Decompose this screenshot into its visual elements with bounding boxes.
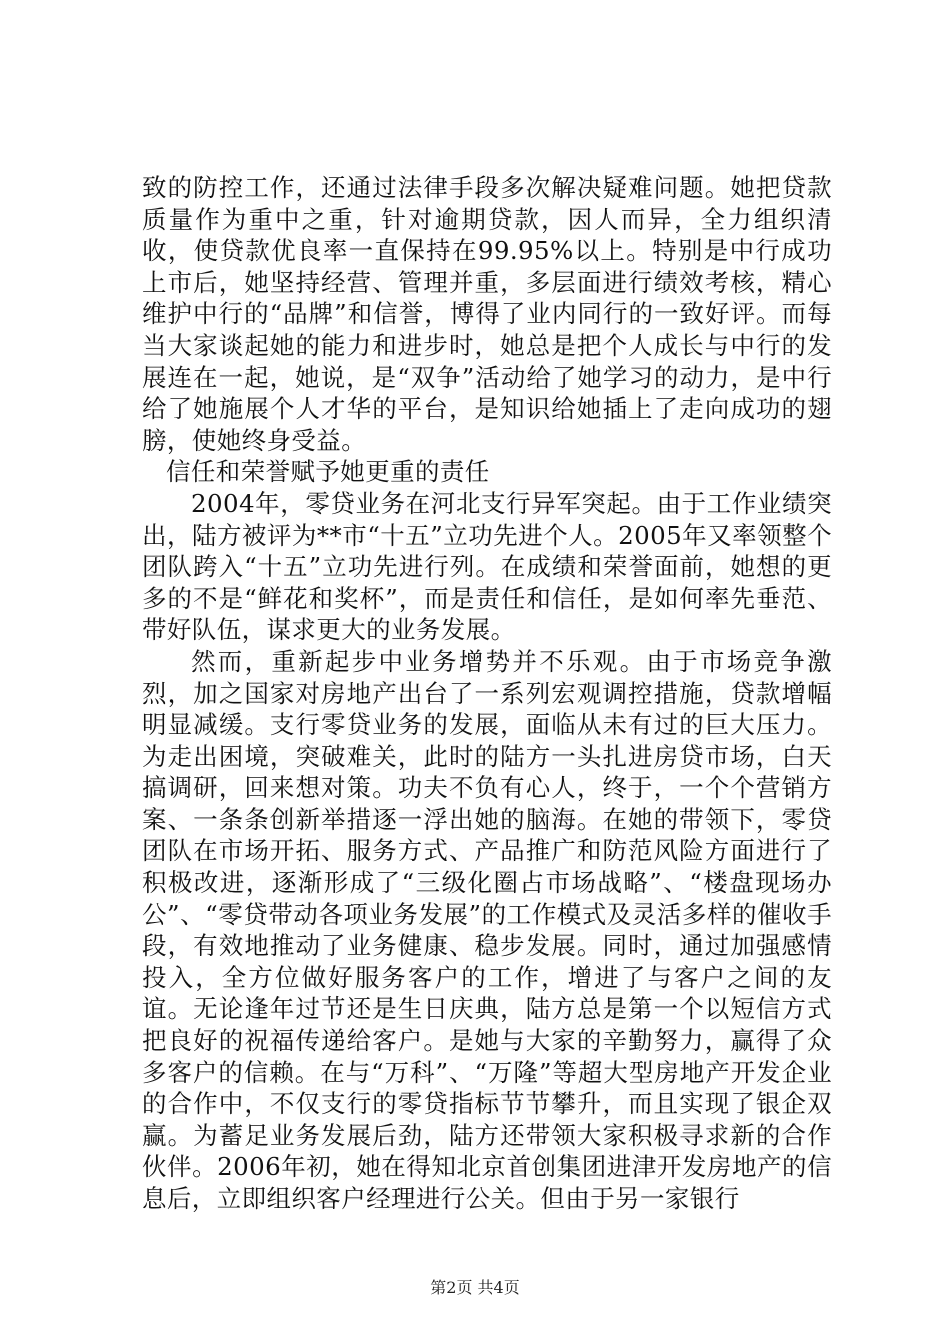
paragraph-1: 致的防控工作，还通过法律手段多次解决疑难问题。她把贷款质量作为重中之重，针对逾期贷款，因人而异，全力组织清收，使贷款优良率一直保持在99.95%以上。特别是中行成功上市后，她坚持经营、管理并重，多层面进行绩效考核，精心维护中行的“品牌”和信誉，博得了业内同行的一致好评。而每当大家谈起她的能力和进步时，她总是把个人成长与中行的发展连在一起，她说，是“双争”活动给了她学习的动力，是中行给了她施展个人才华的平台，是知识给她插上了走向成功的翅膀，使她终身受益。 — [142, 173, 832, 455]
paragraph-2: 2004年，零贷业务在河北支行异军突起。由于工作业绩突出，陆方被评为**市“十五”立功先进个人。2005年又率领整个团队跨入“十五”立功先进行列。在成绩和荣誉面前，她想的更多的不是“鲜花和奖杯”，而是责任和信任，是如何率先垂范、带好队伍，谋求更大的业务发展。 — [142, 488, 832, 645]
page-footer: 第2页 共4页 — [430, 1278, 520, 1297]
document-body — [142, 172, 832, 1215]
paragraph-3: 然而，重新起步中业务增势并不乐观。由于市场竞争激烈，加之国家对房地产出台了一系列宏观调控措施，贷款增幅明显减缓。支行零贷业务的发展，面临从未有过的巨大压力。为走出困境，突破难关，此时的陆方一头扎进房贷市场，白天搞调研，回来想对策。功夫不负有心人，终于，一个个营销方案、一条条创新举措逐一浮出她的脑海。在她的带领下，零贷团队在市场开拓、服务方式、产品推广和防范风险方面进行了积极改进，逐渐形成了“三级化圈占市场战略”、“楼盘现场办公”、“零贷带动各项业务发展”的工作模式及灵活多样的催收手段，有效地推动了业务健康、稳步发展。同时，通过加强感情投入，全方位做好服务客户的工作，增进了与客户之间的友谊。无论逢年过节还是生日庆典，陆方总是第一个以短信方式把良好的祝福传递给客户。是她与大家的辛勤努力，赢得了众多客户的信赖。在与“万科”、“万隆”等超大型房地产开发企业的合作中，不仅支行的零贷指标节节攀升，而且实现了银企双赢。为蓄足业务发展后劲，陆方还带领大家积极寻求新的合作伙伴。2006年初，她在得知北京首创集团进津开发房地产的信息后，立即组织客户经理进行公关。但由于另一家银行 — [142, 646, 832, 1213]
section-heading: 信任和荣誉赋予她更重的责任 — [166, 457, 490, 487]
